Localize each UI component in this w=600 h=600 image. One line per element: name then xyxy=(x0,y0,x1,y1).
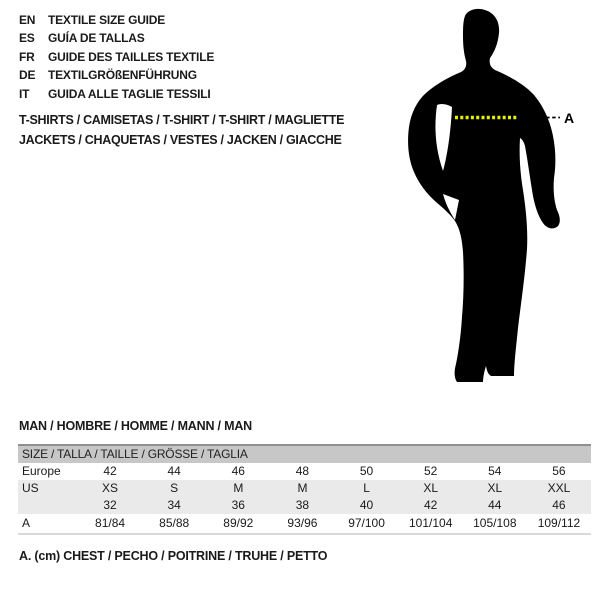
size-value: XS xyxy=(102,481,119,495)
row-label: US xyxy=(22,481,39,495)
size-value: 101/104 xyxy=(408,516,453,530)
size-value: XL xyxy=(487,481,503,495)
size-value: 48 xyxy=(295,464,310,478)
language-row xyxy=(19,48,214,66)
size-value: 85/88 xyxy=(159,516,190,530)
size-value: 109/112 xyxy=(537,516,581,530)
language-row xyxy=(19,85,214,103)
size-value: 93/96 xyxy=(287,516,318,530)
size-value: S xyxy=(170,481,179,495)
size-value: 97/100 xyxy=(348,516,385,530)
table-row xyxy=(18,480,591,497)
language-label: GUIDE DES TAILLES TEXTILE xyxy=(48,49,215,64)
size-value: 56 xyxy=(552,464,566,478)
size-value: 36 xyxy=(231,498,245,512)
language-code: EN xyxy=(19,13,36,27)
size-value: 44 xyxy=(488,498,502,512)
language-code: FR xyxy=(19,49,35,64)
size-value: 42 xyxy=(103,464,117,478)
size-value: 46 xyxy=(552,498,566,512)
category-line-tshirts: T-SHIRTS / CAMISETAS / T-SHIRT / T-SHIRT / MAGLIETTE xyxy=(19,113,345,127)
category-line-jackets: JACKETS / CHAQUETAS / VESTES / JACKEN / GIACCHE xyxy=(19,133,342,147)
language-row xyxy=(19,11,214,29)
category-list xyxy=(19,110,344,150)
language-label: TEXTILE SIZE GUIDE xyxy=(48,13,166,27)
language-code: DE xyxy=(19,68,36,83)
size-value: 52 xyxy=(424,464,438,478)
language-row xyxy=(19,66,214,84)
table-row xyxy=(18,463,591,480)
measurement-footnote: A. (cm) CHEST / PECHO / POITRINE / TRUHE / PETTO xyxy=(19,549,328,563)
row-label xyxy=(18,497,78,514)
size-value: L xyxy=(363,481,370,495)
size-table xyxy=(18,444,591,535)
size-value: 81/84 xyxy=(95,516,126,530)
size-value: 34 xyxy=(167,498,181,512)
size-value: 89/92 xyxy=(223,516,254,530)
size-value: 54 xyxy=(488,464,502,478)
size-value: 105/108 xyxy=(473,516,517,530)
man-body-shape xyxy=(408,9,560,382)
size-value: XL xyxy=(423,481,439,495)
size-table-header: SIZE / TALLA / TAILLE / GRÖSSE / TAGLIA xyxy=(18,446,591,463)
size-value: 38 xyxy=(295,498,310,512)
language-label: TEXTILGRÖßENFÜHRUNG xyxy=(48,68,197,83)
row-label: Europe xyxy=(22,464,61,478)
language-row xyxy=(19,29,214,47)
language-label: GUIDA ALLE TAGLIE TESSILI xyxy=(48,86,211,101)
size-value: 32 xyxy=(103,498,117,512)
size-value: 44 xyxy=(167,464,181,478)
measure-label-a: A xyxy=(564,110,575,126)
language-label: GUÍA DE TALLAS xyxy=(48,31,145,46)
size-value: XXL xyxy=(547,481,571,495)
row-label: A xyxy=(22,516,31,530)
size-value: 40 xyxy=(359,498,374,512)
size-value: 42 xyxy=(424,498,438,512)
size-value: 46 xyxy=(231,464,245,478)
language-list xyxy=(19,11,214,103)
man-silhouette xyxy=(403,8,578,388)
size-value: M xyxy=(297,481,308,495)
table-row xyxy=(18,514,591,533)
size-value: M xyxy=(233,481,244,495)
section-title-man: MAN / HOMBRE / HOMME / MANN / MAN xyxy=(19,419,252,433)
language-code: ES xyxy=(19,31,35,46)
language-code: IT xyxy=(19,86,30,101)
size-table-rows xyxy=(18,463,591,533)
size-value: 50 xyxy=(359,464,374,478)
table-row xyxy=(18,497,591,514)
